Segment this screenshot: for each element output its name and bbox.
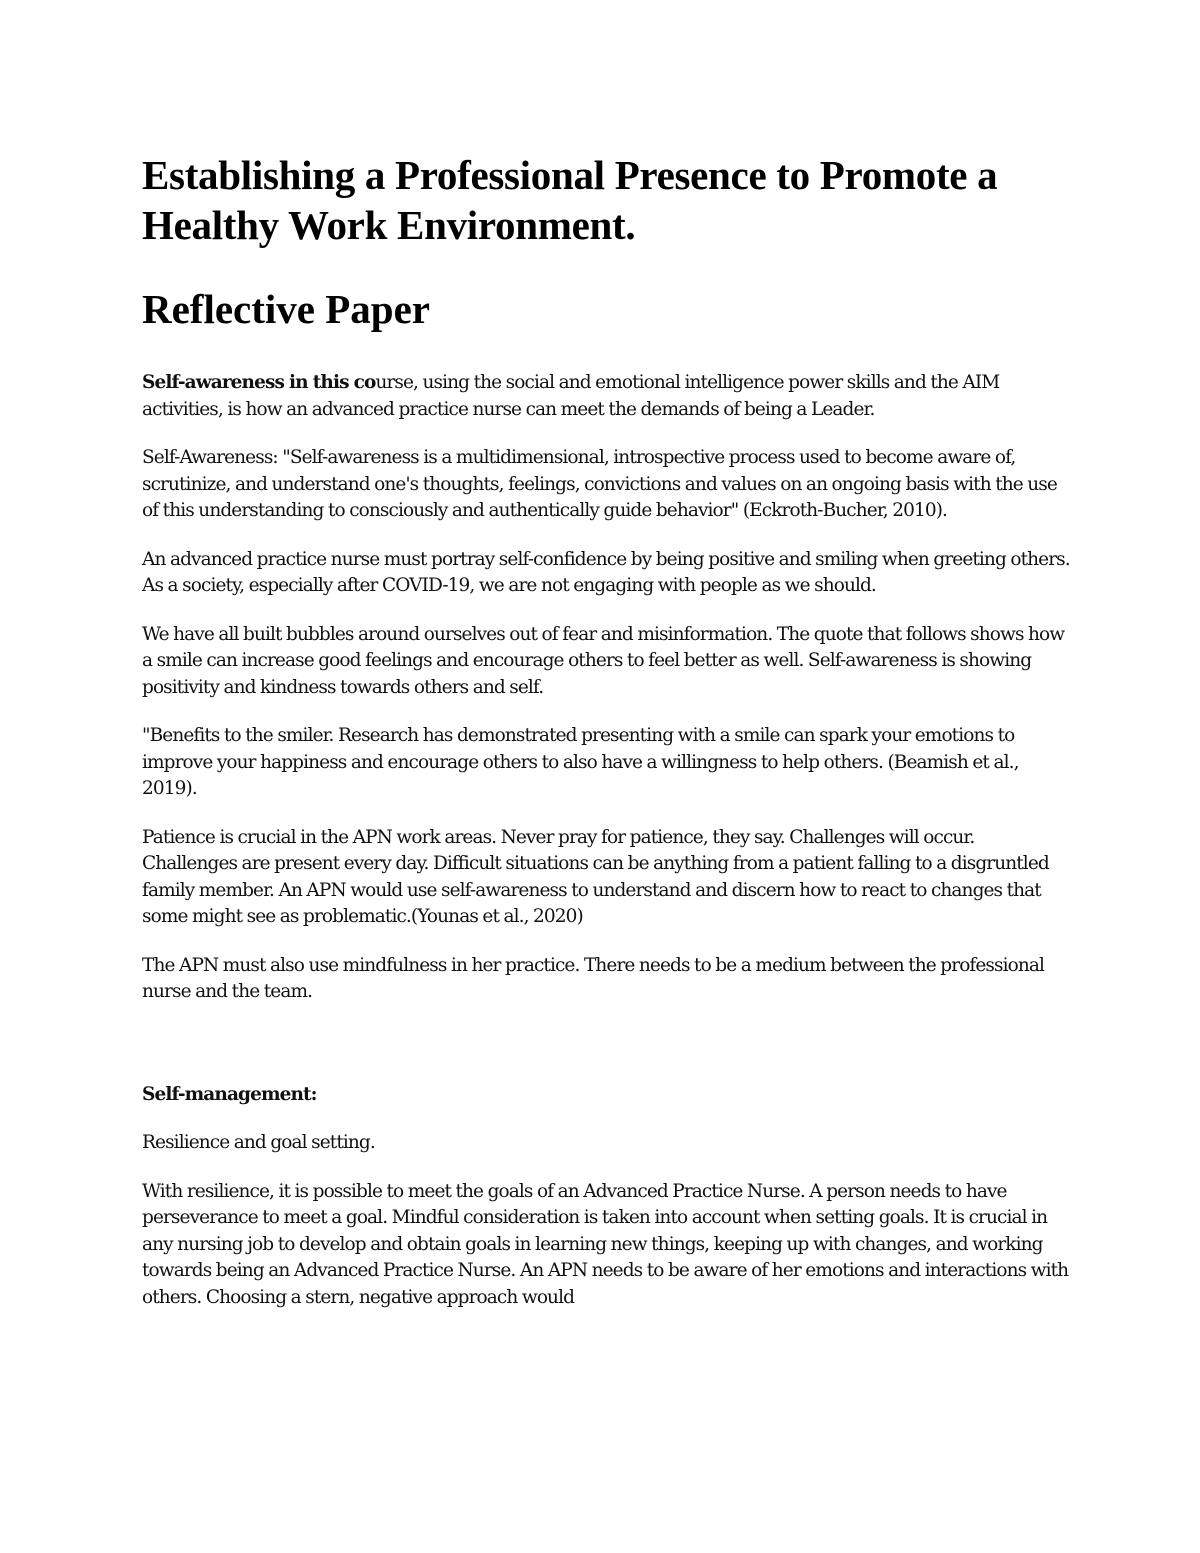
intro-paragraph bbox=[142, 370, 1072, 423]
intro-bold-lead: Self-awareness in this co bbox=[142, 372, 376, 393]
paragraph: With resilience, it is possible to meet the goals of an Advanced Practice Nurse. A person needs to have perseverance to meet a goal. Mindful consideration is taken into account when setting goals. It is crucial in any nursing job to develop and obtain goals in learning new things, keeping up with changes, and working towards being an Advanced Practice Nurse. An APN needs to be aware of her emotions and interactions with others. Choosing a stern, negative approach would bbox=[142, 1180, 1069, 1308]
intro-text: urse, using the social and emotional intelligence power skills and the AIM activities, is how an advanced practice nurse can meet the demands of being a Leader. bbox=[142, 372, 1000, 420]
paragraph: Patience is crucial in the APN work areas. Never pray for patience, they say. Challenges will occur. Challenges are present every day. Difficult situations can be anything from a patient falling to a disgruntled family member. An APN would use self-awareness to understand and discern how to react to changes that some might see as problematic.(Younas et al., 2020) bbox=[142, 826, 1049, 927]
paragraph: We have all built bubbles around ourselves out of fear and misinformation. The quote that follows shows how a smile can increase good feelings and encourage others to feel better as well. Self-awareness is showing positivity and kindness towards others and self. bbox=[142, 623, 1065, 698]
paragraph: "Benefits to the smiler. Research has demonstrated presenting with a smile can spark your emotions to improve your happiness and encourage others to also have a willingness to help others. (Beamish et al., 2019). bbox=[142, 725, 1019, 799]
document-subtitle: Reflective Paper bbox=[142, 286, 430, 332]
paragraph: Self-Awareness: "Self-awareness is a multidimensional, introspective process used to become aware of, scrutinize, and understand one's thoughts, feelings, convictions and values on an ongoing basis with the use of this understanding to consciously and authentically guide behavior" (Eckroth-Bucher, 2010). bbox=[142, 447, 1057, 521]
document-title: Establishing a Professional Presence to Promote a Healthy Work Environment. bbox=[142, 152, 998, 248]
section-heading-self-management: Self-management: bbox=[142, 1083, 317, 1105]
document-body bbox=[142, 150, 1072, 1311]
paragraph: Resilience and goal setting. bbox=[142, 1132, 375, 1153]
paragraph: An advanced practice nurse must portray self-confidence by being positive and smiling when greeting others. As a society, especially after COVID-19, we are not engaging with people as we should. bbox=[142, 548, 1070, 596]
paragraph: The APN must also use mindfulness in her practice. There needs to be a medium between the professional nurse and the team. bbox=[142, 954, 1045, 1002]
